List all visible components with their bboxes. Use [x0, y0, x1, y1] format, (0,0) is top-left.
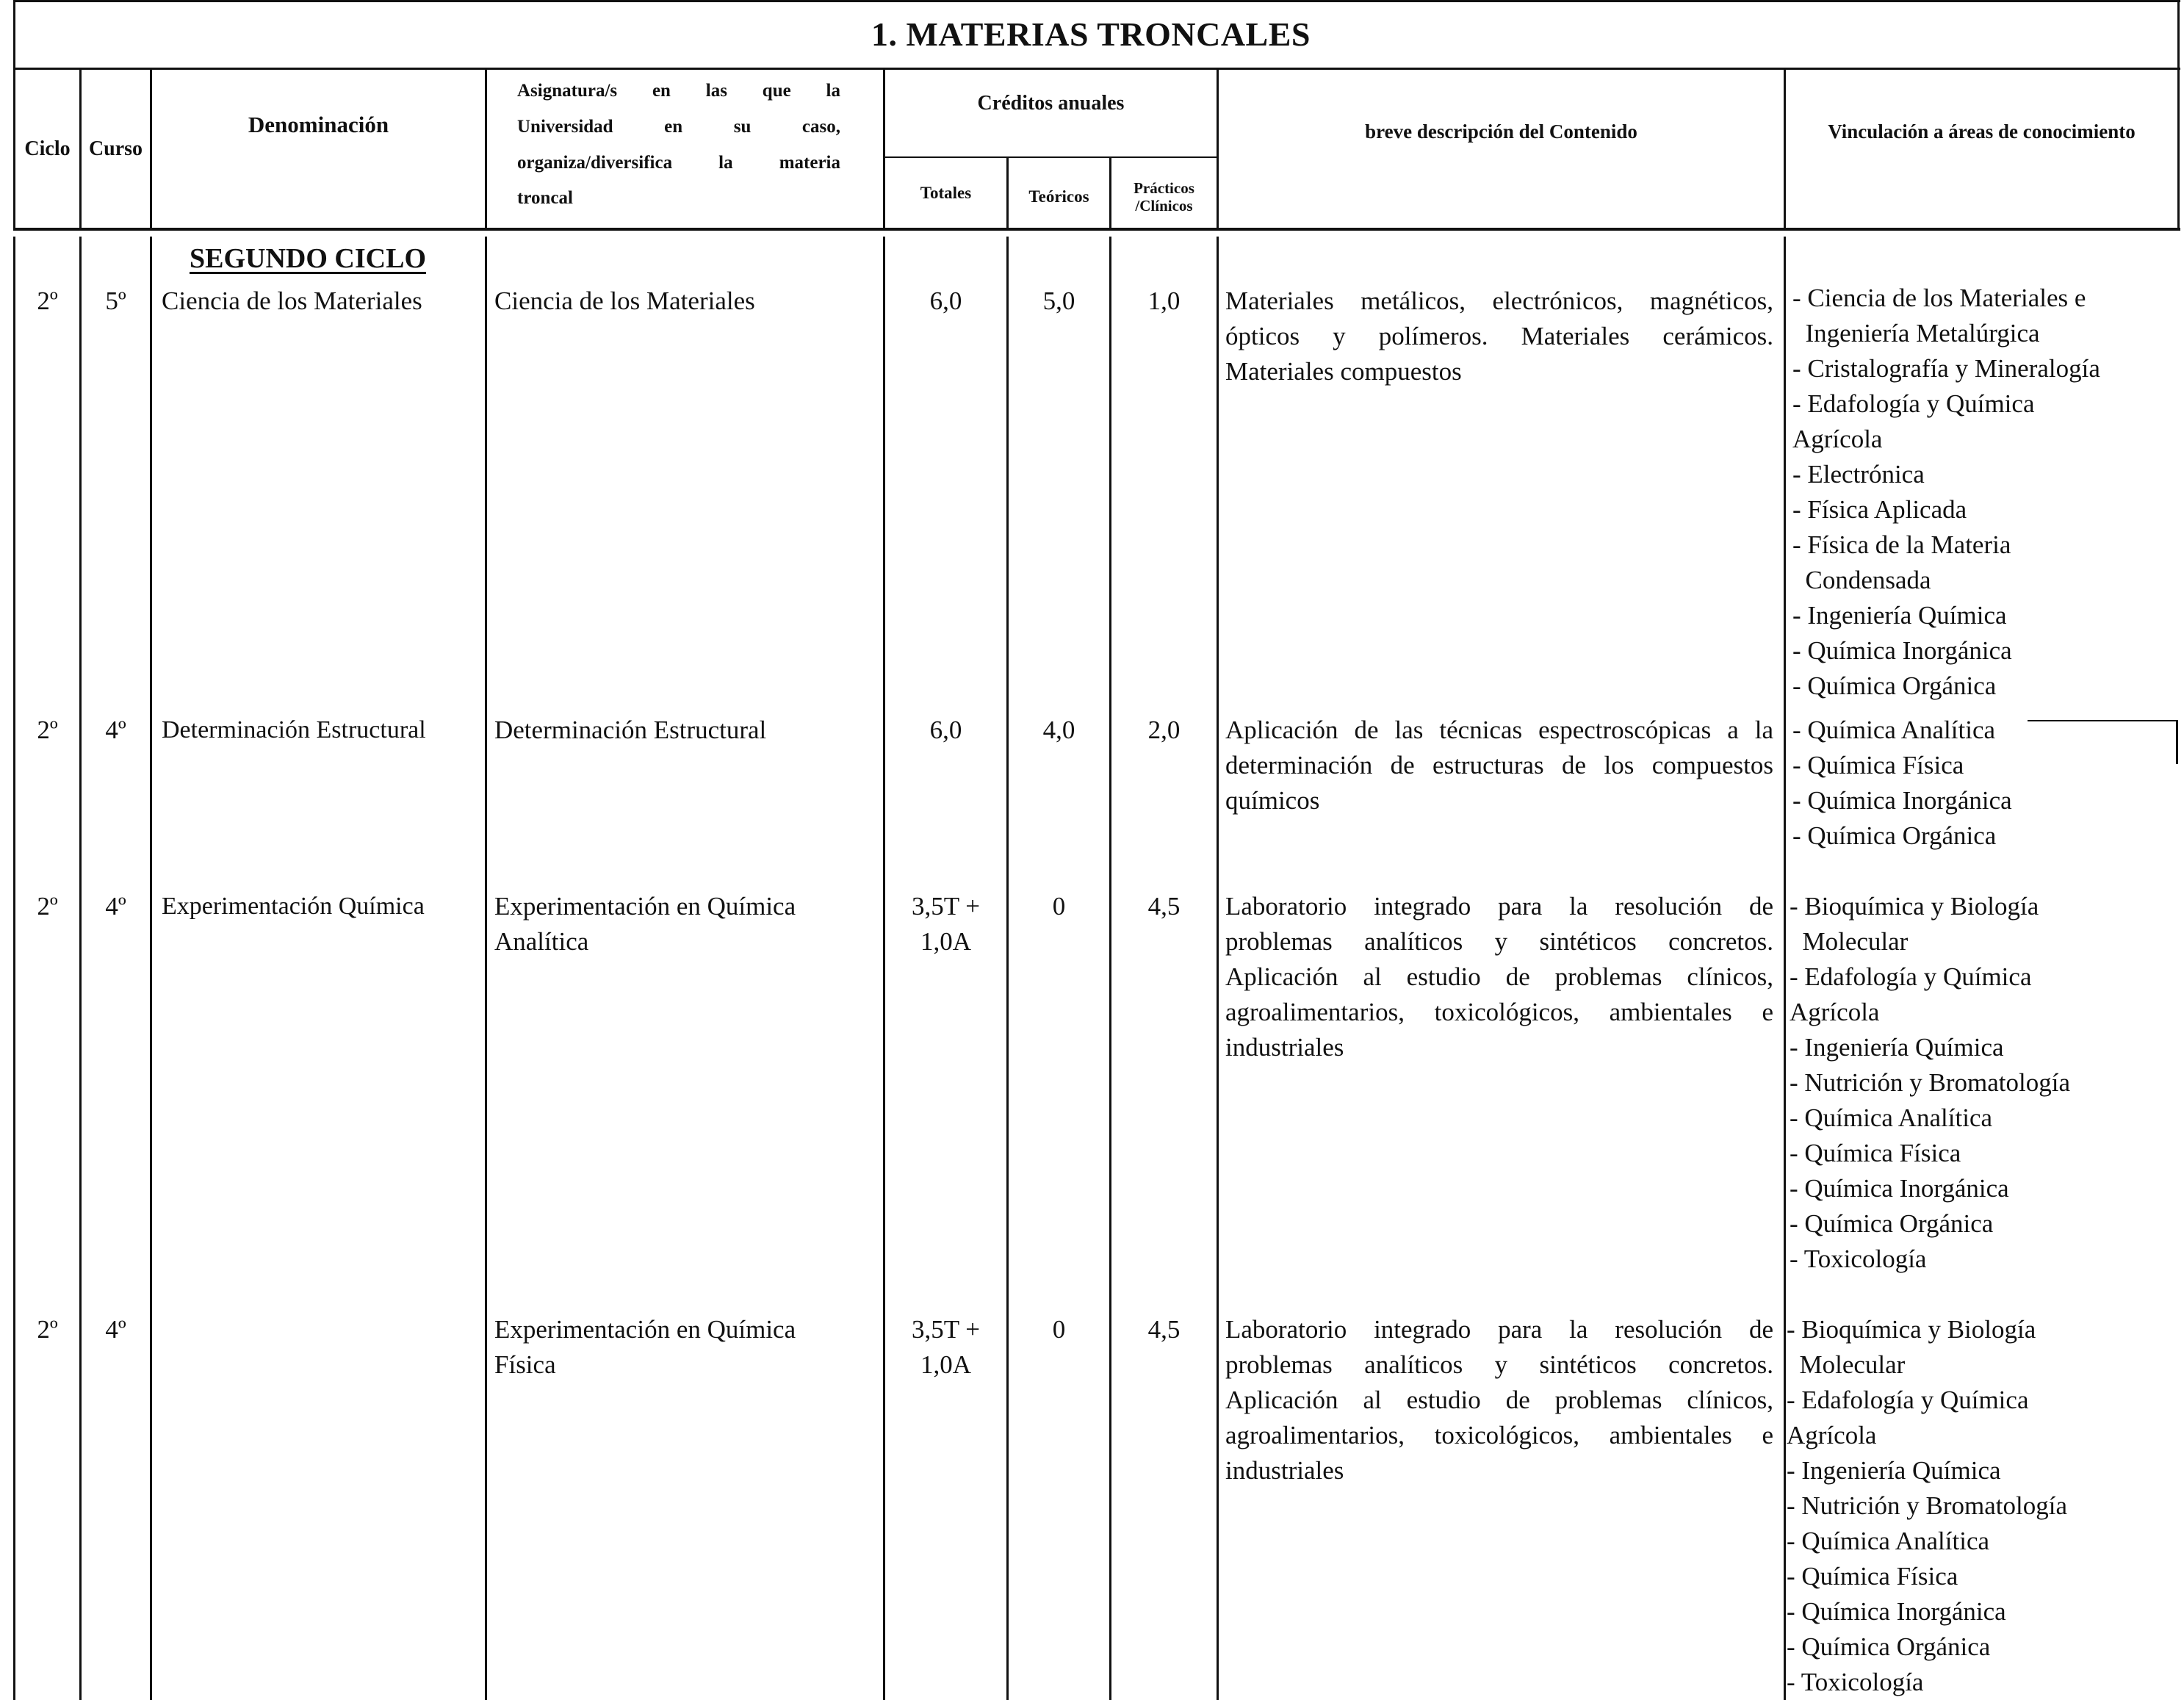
row-1-teoricos: 5,0: [1042, 287, 1075, 315]
row-3-area: - Química Inorgánica: [1790, 1174, 2009, 1203]
row-4-curso: 4º: [105, 1315, 126, 1344]
row-4-totales: [885, 1312, 1006, 1383]
row-2-area: - Química Orgánica: [1792, 821, 1997, 850]
body-v-5: [883, 237, 885, 1700]
row-4-area: - Toxicología: [1787, 1668, 1924, 1696]
section-label: SEGUNDO CICLO: [190, 243, 426, 274]
row-4-area: - Química Física: [1787, 1562, 1958, 1591]
row-3-area: - Bioquímica y Biología: [1790, 892, 2039, 921]
row-3-area: - Toxicología: [1790, 1245, 1927, 1273]
row-3-area: - Edafología y Química: [1790, 962, 2032, 991]
row-4-ciclo: 2º: [37, 1315, 58, 1344]
row-3-areas: [1790, 889, 2175, 1277]
row-1-area: - Electrónica: [1792, 460, 1925, 489]
row-2-asignatura: Determinación Estructural: [494, 716, 767, 744]
rule-v-right: [2177, 0, 2180, 228]
row-1-area: - Química Inorgánica: [1792, 636, 2012, 665]
row-3-area: - Ingeniería Química: [1790, 1033, 2004, 1062]
header-asignatura-line-3: organiza/diversifica la materia: [517, 152, 840, 173]
row-1-area: - Cristalografía y Mineralogía: [1792, 354, 2100, 383]
page-title: 1. MATERIAS TRONCALES: [871, 15, 1311, 53]
row-3-area: - Química Física: [1790, 1139, 1961, 1167]
body-v-6: [1006, 237, 1009, 1700]
row-3-area: - Química Analítica: [1790, 1103, 1993, 1132]
row-4-teoricos: 0: [1052, 1315, 1066, 1344]
row-1-practicos: 1,0: [1147, 287, 1181, 315]
row-3-ciclo: 2º: [37, 892, 58, 921]
row-1-area: - Química Orgánica: [1792, 671, 1997, 700]
row-4-area: - Ingeniería Química: [1787, 1456, 2001, 1485]
row-4-area: Agrícola: [1787, 1421, 1877, 1449]
row-1-ciclo: 2º: [37, 287, 58, 315]
row-1-area: Agrícola: [1792, 425, 1883, 453]
body-v-1: [13, 237, 15, 1700]
row-4-area: - Nutrición y Bromatología: [1787, 1491, 2068, 1520]
row-1-curso: 5º: [105, 287, 126, 315]
row-3-teoricos: 0: [1052, 892, 1066, 921]
row-1-totales: 6,0: [929, 287, 962, 315]
header-practicos-line-1: Prácticos: [1134, 179, 1194, 197]
row-4-areas: [1787, 1312, 2176, 1700]
header-asignatura: [517, 73, 840, 224]
row-2-ciclo: 2º: [37, 716, 58, 744]
header-creditos: Créditos anuales: [977, 91, 1125, 115]
row-1-area: Ingeniería Metalúrgica: [1792, 319, 2040, 347]
row-2-denominacion: Determinación Estructural: [162, 716, 426, 743]
row-1-area: - Ciencia de los Materiales e: [1792, 284, 2086, 312]
row-4-area: Molecular: [1787, 1350, 1906, 1379]
row-3-totales: [885, 889, 1006, 959]
row-4-totales-line-1: 3,5T +: [912, 1315, 980, 1344]
row-2-totales: 6,0: [929, 716, 962, 744]
row-2-practicos: 2,0: [1147, 716, 1181, 744]
row-1-area: - Física Aplicada: [1792, 495, 1967, 524]
row-1-area: - Física de la Materia: [1792, 530, 2011, 559]
row-4-area: - Química Inorgánica: [1787, 1597, 2006, 1626]
header-asignatura-line-1: Asignatura/s en las que la: [517, 81, 840, 101]
row-3-asignatura: Experimentación en Química Analítica: [494, 892, 796, 956]
header-practicos-line-2: /Clínicos: [1135, 197, 1193, 215]
body-v-8: [1217, 237, 1219, 1700]
body-v-3: [150, 237, 152, 1700]
header-practicos: [1111, 159, 1217, 235]
row-1-asignatura: Ciencia de los Materiales: [494, 287, 755, 315]
body-v-4: [485, 237, 487, 1700]
row-4-area: - Química Orgánica: [1787, 1632, 1991, 1661]
row-3-area: Agrícola: [1790, 998, 1880, 1026]
header-ciclo: Ciclo: [24, 137, 71, 160]
row-3-curso: 4º: [105, 892, 126, 921]
header-curso: Curso: [88, 137, 143, 160]
row-4-asignatura: Experimentación en Química Física: [494, 1315, 796, 1379]
row-1-area: - Edafología y Química: [1792, 389, 2035, 418]
row-3-area: - Química Orgánica: [1790, 1209, 1994, 1238]
row-2-curso: 4º: [105, 716, 126, 744]
row-2-areas: [1792, 713, 2178, 854]
header-vinculacion: Vinculación a áreas de conocimiento: [1828, 120, 2136, 143]
row-3-denominacion: Experimentación Química: [162, 893, 425, 920]
row-3-area: Molecular: [1790, 927, 1909, 956]
row-2-area: - Química Física: [1792, 751, 1964, 779]
row-3-totales-line-1: 3,5T +: [912, 892, 980, 921]
row-2-teoricos: 4,0: [1042, 716, 1075, 744]
row-1-area: - Ingeniería Química: [1792, 601, 2007, 630]
row-4-descripcion: Laboratorio integrado para la resolución de problemas analíticos y sintéticos concretos. Aplicación al estudio de problemas clínicos, agroalimentarios, toxicológicos, ambientales e industriales: [1225, 1315, 1773, 1485]
row-2-area: - Química Inorgánica: [1792, 786, 2012, 815]
row-3-totales-line-2: 1,0A: [920, 927, 972, 956]
row-4-practicos: 4,5: [1147, 1315, 1181, 1344]
body-v-2: [79, 237, 82, 1700]
row-4-area: - Edafología y Química: [1787, 1386, 2029, 1414]
row-1-area: Condensada: [1792, 566, 1931, 594]
rule-creditos-split: [883, 156, 1217, 158]
header-asignatura-line-4: troncal: [517, 188, 573, 209]
body-v-7: [1109, 237, 1111, 1700]
body-v-9: [1784, 237, 1786, 1700]
row-1-denominacion: Ciencia de los Materiales: [162, 287, 422, 315]
row-4-totales-line-2: 1,0A: [920, 1350, 972, 1379]
row-1-areas: [1792, 281, 2178, 704]
header-denominacion: Denominación: [248, 111, 389, 137]
header-teoricos: Teóricos: [1028, 187, 1089, 206]
row-3-practicos: 4,5: [1147, 892, 1181, 921]
header-descripcion: breve descripción del Contenido: [1365, 120, 1637, 143]
row-4-area: - Química Analítica: [1787, 1527, 1990, 1555]
row-1-descripcion: Materiales metálicos, electrónicos, magnéticos, ópticos y polímeros. Materiales cerámicos. Materiales compuestos: [1225, 287, 1773, 386]
row-2-descripcion: Aplicación de las técnicas espectroscópicas a la determinación de estructuras de los compuestos químicos: [1225, 716, 1773, 815]
row-2-area: - Química Analítica: [1792, 716, 1996, 744]
row-3-descripcion: Laboratorio integrado para la resolución de problemas analíticos y sintéticos concretos. Aplicación al estudio de problemas clínicos, agroalimentarios, toxicológicos, ambientales e industriales: [1225, 892, 1773, 1062]
header-asignatura-line-2: Universidad en su caso,: [517, 116, 840, 137]
row-3-area: - Nutrición y Bromatología: [1790, 1068, 2071, 1097]
rule-v-denominacion: [485, 68, 487, 228]
header-totales: Totales: [920, 183, 972, 202]
row-4-area: - Bioquímica y Biología: [1787, 1315, 2036, 1344]
